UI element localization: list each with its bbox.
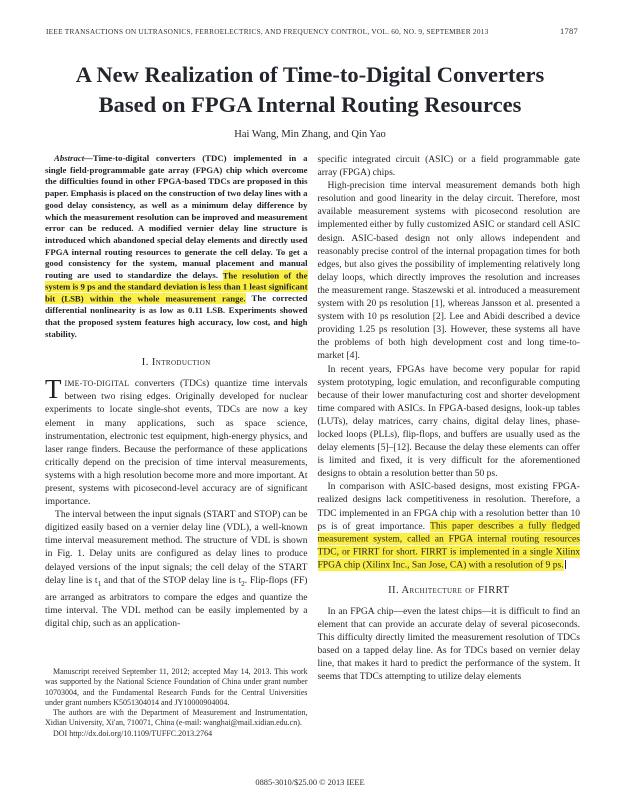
intro-paragraph-2-text-b: and that of the STOP delay line is t <box>101 574 242 586</box>
footnote-manuscript: Manuscript received September 11, 2012; accepted May 14, 2013. This work was supported by the National Science Foundation of China under grant number 10703004, and the Fundamental Research Funds for the Central Universities under grant numbers K5051304014 and JY10000904004. <box>45 666 308 707</box>
paper-title: A New Realization of Time-to-Digital Converters Based on FPGA Internal Routing Resources <box>75 62 545 117</box>
right-paragraph-4-highlighted-text: This paper describes a fully fledged measurement system, called an FPGA internal routing resources TDC, or FIRRT for short. FIRRT is implemented in a single Xilinx FPGA chip (Xilinx Inc., San Jose, CA) with a resolution of 9 ps. <box>317 520 580 571</box>
abstract-highlighted-text: The resolution of the system is 9 ps and the standard deviation is less than 1 least significant bit (LSB) within the whole measurement range. <box>45 270 308 304</box>
right-paragraph-4 <box>318 480 581 572</box>
right-paragraph-5: In an FPGA chip—even the latest chips—it is difficult to find an element that can provide an accurate delay of several picoseconds. This difficulty directly limited the measurement resolution of TDCs based on a tapped delay line. As for TDCs based on vernier delay line, that makes it hard to predict the performance of the system. It seems that TDCs attempting to utilize delay elements <box>317 606 580 683</box>
authors-line: Hai Wang, Min Zhang, and Qin Yao <box>234 129 386 140</box>
abstract-text-before-highlight: Time-to-digital converters (TDC) implemented in a single field-programmable gate array (FPGA) chip which overcome the difficulties found in other FPGA-based TDCs are proposed in this paper. Emphasis is placed on the construction of two delay lines with a good delay consistency, as well as a minimum delay difference by which the measurement resolution can be improved and measurement error can be reduced. A modified vernier delay line structure is introduced which abandoned special delay elements and directly used FPGA internal routing resources to generate the cell delay. To get a good consistency for the system, manual placement and manual routing are used to standardize the delays. <box>45 153 308 281</box>
subscript-t2: 2 <box>241 579 245 588</box>
intro-paragraph-1 <box>45 374 308 508</box>
section-heading-introduction: I. Introduction <box>141 357 211 369</box>
intro-paragraph-2-text-c: . Flip-flops (FF) are arranged as arbitrators to compare the edges and quantize the time interval. The VDL method can be easily implemented by a digital chip, such as an application- <box>45 574 308 629</box>
footnote-affiliation: The authors are with the Department of Measurement and Instrumentation, Xidian University, Xi'an, 710071, China (e-mail: wanghai@mail.xidian.edu.cn). <box>45 708 308 728</box>
right-paragraph-1: specific integrated circuit (ASIC) or a field programmable gate array (FPGA) chips. <box>317 154 580 179</box>
intro-paragraph-2-text-a: The interval between the input signals (START and STOP) can be digitized easily based on a vernier delay line (VDL), a well-known time interval measurement method. The structure of VDL is shown in Fig. 1. Delay units are configured as delay lines to produce delayed versions of the input signals; the cell delay of the START delay line is t <box>45 509 308 586</box>
subscript-t1: 1 <box>97 579 102 588</box>
abstract-paragraph <box>45 153 308 340</box>
journal-title: IEEE TRANSACTIONS ON ULTRASONICS, FERROELECTRICS, AND FREQUENCY CONTROL, VOL. 60, NO. 9, SEPTEMBER 2013 <box>46 27 489 36</box>
running-header <box>0 0 620 36</box>
right-column <box>318 153 581 753</box>
drop-cap: T <box>45 374 62 405</box>
small-caps-run: IME-TO-DIGITAL <box>64 379 130 389</box>
first-page-footnote <box>45 667 308 753</box>
page-number: 1787 <box>560 26 578 36</box>
left-column <box>45 153 308 753</box>
section-heading-architecture: II. Architecture of FIRRT <box>388 585 510 596</box>
right-paragraph-4-text: In comparison with ASIC-based designs, most existing FPGA-realized designs lack competitiveness in resolution. Therefore, a TDC implemented in an FPGA chip with a resolution better than 10 ps is of great importance. <box>317 481 580 532</box>
footnote-doi: DOI http://dx.doi.org/10.1109/TUFFC.2013.2764 <box>53 728 213 738</box>
abstract-label: Abstract— <box>54 153 93 163</box>
abstract-text-after-highlight: The corrected differential nonlinearity is as low as 0.11 LSB. Experiments showed that the proposed system features high accuracy, low cost, and high stability. <box>45 293 308 339</box>
intro-paragraph-1-text: converters (TDCs) quantize time intervals between two rising edges. Originally developed for nuclear experiments to locate single-shot events, TDCs are now a key element in many applications, such as space science, instrumentation, electronic test equipment, high-energy physics, and laser range finders. Because the performance of these applications critically depend on the precision of time interval measurements, systems with a high resolution become more and more important. At present, systems with picosecond-level accuracy are of significant importance. <box>45 378 308 508</box>
text-cursor <box>565 560 566 569</box>
copyright-footer: 0885-3010/$25.00 © 2013 IEEE <box>255 778 365 787</box>
right-paragraph-3: In recent years, FPGAs have become very popular for rapid system prototyping, logic emulation, and reconfigurable computing because of their lower manufacturing cost and shorter development time compared with ASICs. In FPGA-based designs, look-up tables (LUTs), delay matrices, carry chains, digital delay lines, phase-locked loops (PLLs), flip-flops, and buffers are usually used as the delay elements [5]–[12]. Because the delay these elements can offer is limited and fixed, it is very difficult for the aforementioned designs to obtain a resolution better than 50 ps. <box>317 363 580 480</box>
two-column-body <box>0 140 620 753</box>
intro-paragraph-2 <box>45 508 308 630</box>
right-paragraph-2: High-precision time interval measurement demands both high resolution and good linearity in the delay circuit. Therefore, most available measurement systems with picosecond resolution are implemented either by fully customized ASIC or standard cell ASIC design. ASIC-based design not only allows independent and reasonably precise control of the internal propagation times for both edges, but also gives the possibility of implementing relatively long delay loops, which directly improves the resolution and increases the measurement range. Staszewski et al. introduced a measurement system with 20 ps resolution [1], whereas Jansson et al. presented a system with 10 ps resolution [2]. Lee and Abidi described a device providing 1.25 ps resolution [3]. However, these systems all have the problems of both high development cost and long time-to-market [4]. <box>317 180 580 362</box>
